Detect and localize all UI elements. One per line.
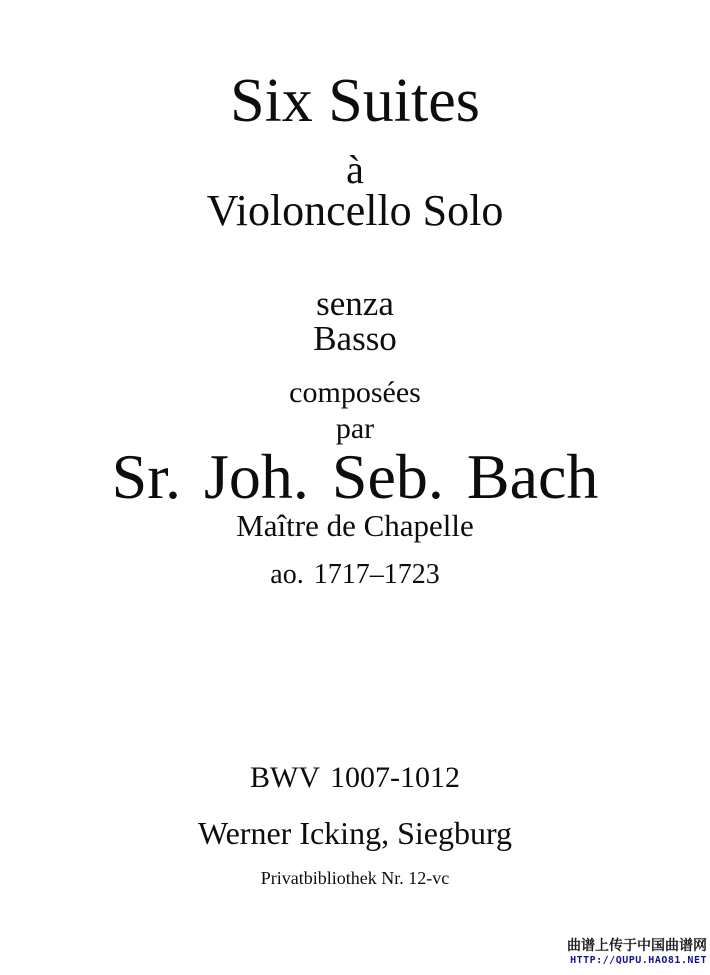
composer-name: Sr. Joh. Seb. Bach [111, 441, 599, 512]
editor-line: Werner Icking, Siegburg [197, 815, 513, 851]
instrument-line: Violoncello Solo [206, 186, 504, 235]
catalog-number: BWV 1007-1012 [250, 761, 460, 794]
composer-title: Maître de Chapelle [236, 508, 474, 543]
par-line: par [335, 412, 375, 445]
composed-line: composées [289, 376, 421, 409]
main-title: Six Suites [230, 67, 480, 135]
watermark-cjk-text: 曲谱上传于中国曲谱网 [567, 938, 707, 954]
site-watermark [567, 939, 707, 966]
senza-line: senza [316, 284, 394, 323]
basso-line: Basso [313, 319, 397, 358]
date-range: ao. 1717–1723 [270, 559, 440, 590]
title-preposition: à [346, 147, 364, 192]
watermark-url-text: HTTP://QUPU.HAO81.NET [570, 955, 707, 966]
library-line: Privatbibliothek Nr. 12-vc [260, 868, 450, 888]
